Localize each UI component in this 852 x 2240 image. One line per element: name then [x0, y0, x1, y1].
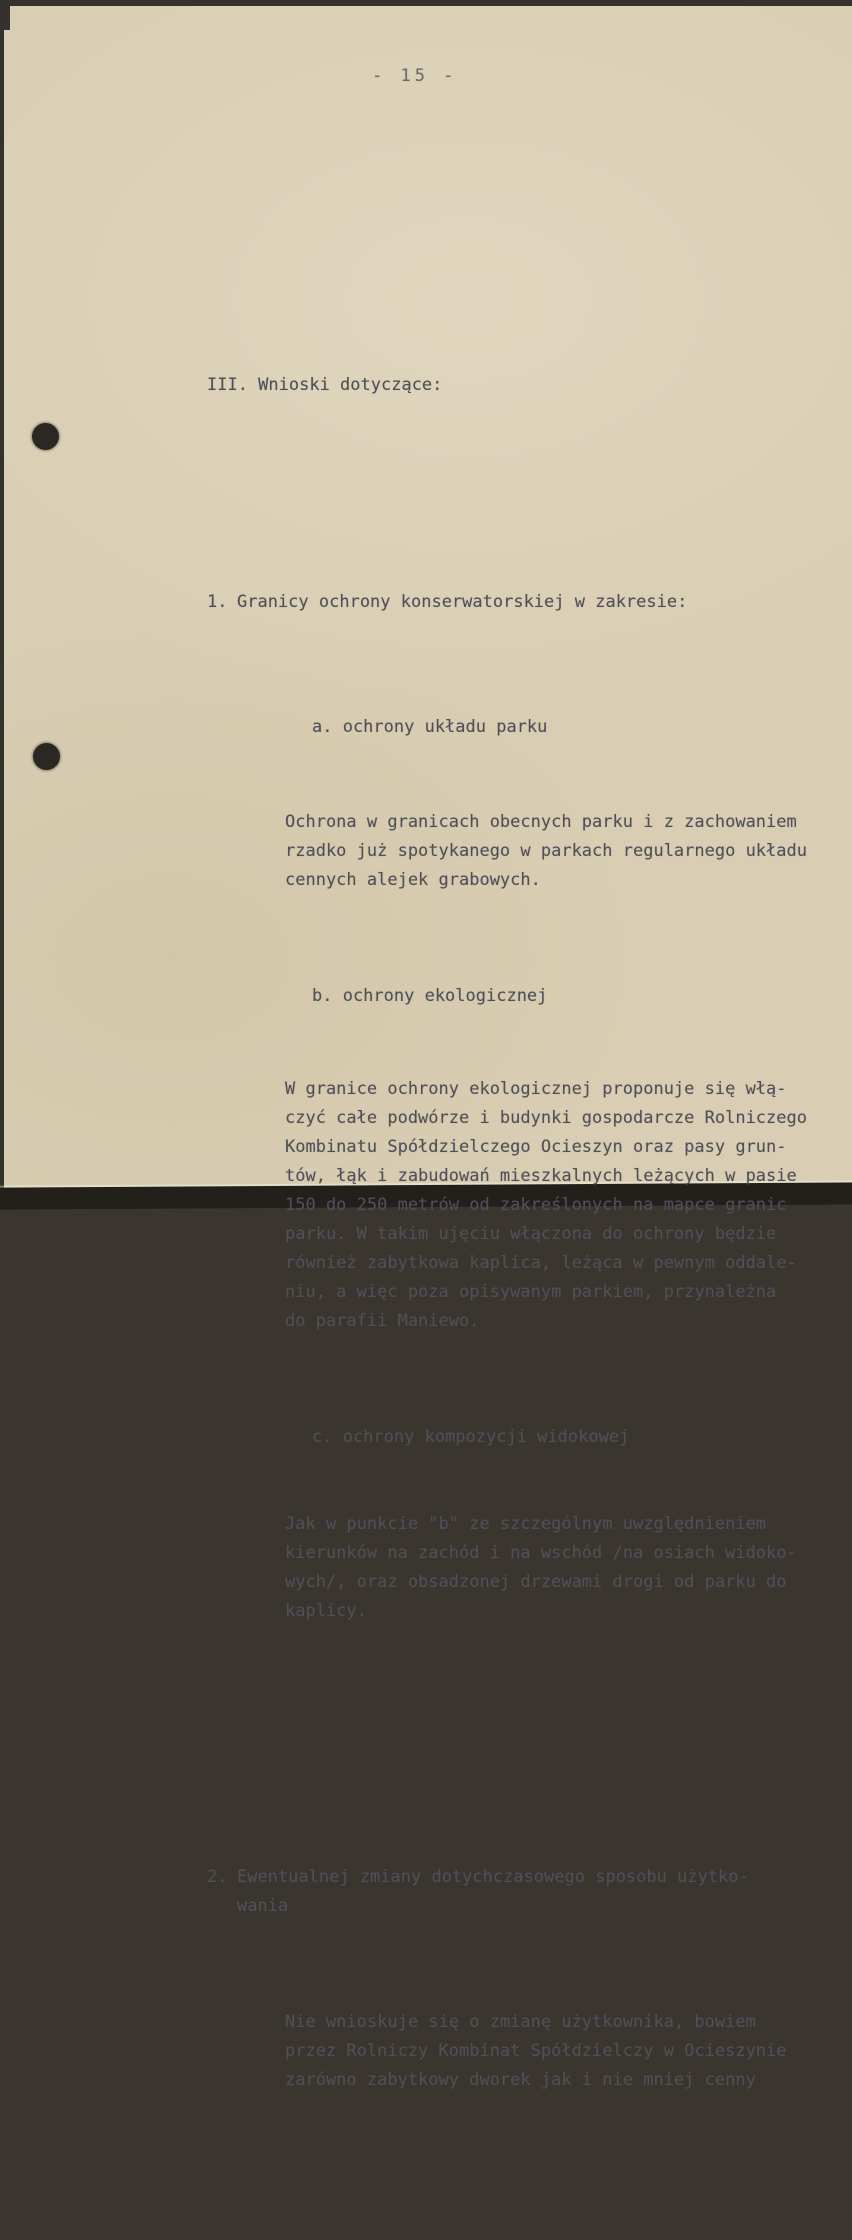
section-2 — [207, 1800, 837, 2153]
text-line: tów, łąk i zabudowań mieszkalnych leżących w pasie — [285, 1166, 797, 1186]
text-line: wania — [237, 1896, 289, 1916]
text-line: do parafii Maniewo. — [285, 1311, 480, 1331]
text-line: 150 do 250 metrów od zakreślonych na mapce granic — [285, 1195, 787, 1215]
text-line: Nie wnioskuje się o zmianę użytkownika, bowiem — [285, 2012, 756, 2032]
text-line: cennych alejek grabowych. — [285, 870, 541, 890]
punch-hole-top — [32, 423, 59, 450]
text-line: wych/, oraz obsadzonej drzewami drogi od parku do — [285, 1572, 787, 1592]
scan-edge-left — [0, 0, 4, 1199]
section-1-title-row — [207, 588, 837, 617]
text-line: parku. W takim ujęciu włączona do ochrony będzie — [285, 1224, 777, 1244]
text-line: kaplicy. — [285, 1601, 367, 1621]
section-number: 1. — [207, 592, 228, 612]
section-2-title-row — [207, 1863, 837, 1921]
text-line: kierunków na zachód i na wschód /na osiach widoko- — [285, 1543, 797, 1563]
document-body — [207, 284, 837, 2240]
punch-hole-bottom — [33, 743, 60, 770]
text-line: Ochrona w granicach obecnych parku i z zachowaniem — [285, 812, 797, 832]
text-line: W granice ochrony ekologicznej proponuje się włą- — [285, 1079, 787, 1099]
subsection-a-title: a. ochrony układu parku — [312, 717, 548, 737]
scan-edge-corner — [0, 0, 10, 30]
subsection-b-paragraph — [285, 1075, 837, 1336]
subsection-c-paragraph — [285, 1510, 837, 1626]
page-number: - 15 - — [372, 66, 458, 86]
section-2-paragraph — [285, 2008, 837, 2095]
text-line: Ewentualnej zmiany dotychczasowego sposobu użytko- — [237, 1867, 749, 1887]
section-title — [237, 588, 687, 617]
text-line: zarówno zabytkowy dworek jak i nie mniej cenny — [285, 2070, 756, 2090]
text-line: Granicy ochrony konserwatorskiej w zakresie: — [237, 592, 688, 612]
section-1 — [207, 516, 837, 1684]
section-number: 2. — [207, 1867, 228, 1887]
text-line: również zabytkowa kaplica, leżąca w pewnym oddale- — [285, 1253, 797, 1273]
subsection-c-title: c. ochrony kompozycji widokowej — [312, 1427, 630, 1447]
text-line: rzadko już spotykanego w parkach regularnego układu — [285, 841, 807, 861]
document-heading: III. Wnioski dotyczące: — [207, 375, 443, 395]
scan-edge-top — [0, 0, 852, 6]
section-title — [237, 1863, 749, 1921]
subsection-b-title: b. ochrony ekologicznej — [312, 986, 548, 1006]
text-line: Kombinatu Spółdzielczego Ocieszyn oraz pasy grun- — [285, 1137, 787, 1157]
text-line: Jak w punkcie "b" ze szczególnym uwzględnieniem — [285, 1514, 767, 1534]
text-line: przez Rolniczy Kombinat Spółdzielczy w Ocieszynie — [285, 2041, 787, 2061]
text-line: niu, a więc poza opisywanym parkiem, przynależna — [285, 1282, 777, 1302]
subsection-a-paragraph — [285, 808, 837, 895]
text-line: czyć całe podwórze i budynki gospodarcze Rolniczego — [285, 1108, 807, 1128]
